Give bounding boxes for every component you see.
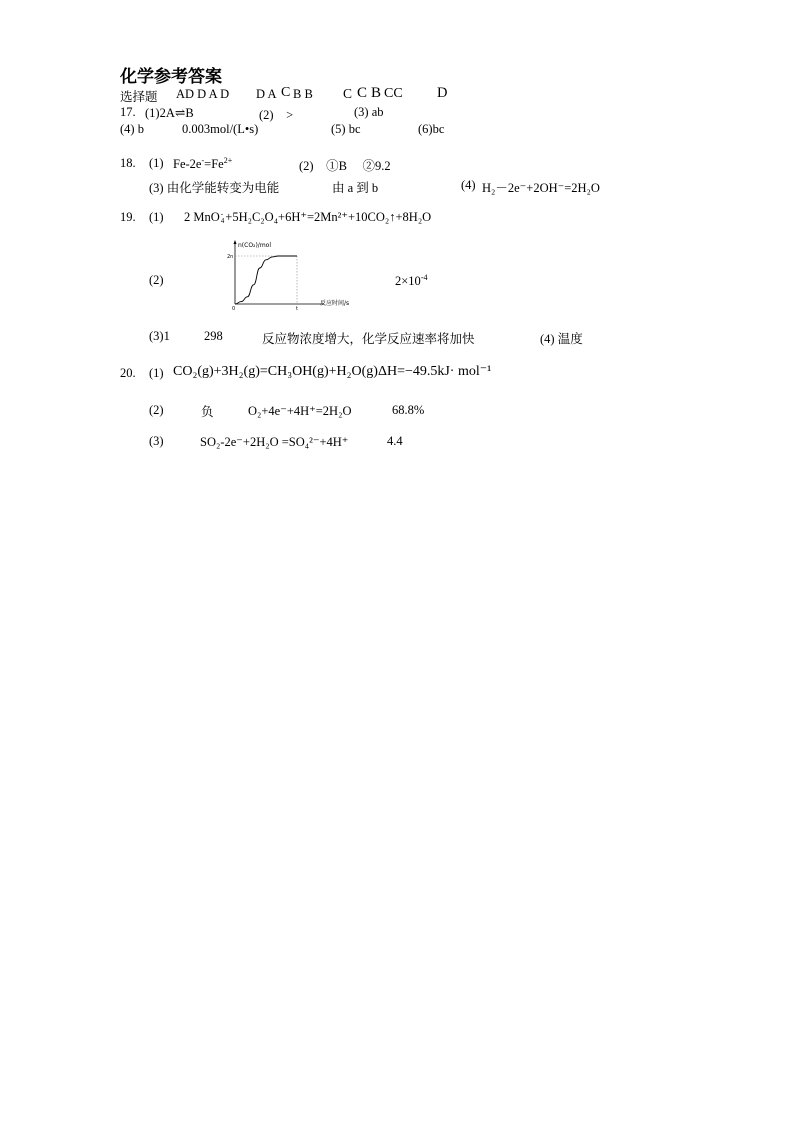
q19-part2-label: (2)	[149, 273, 164, 287]
q18-part1-label: (1)	[149, 156, 164, 170]
q18-part1-equation: $Fe-2e^-=Fe^{2+}$	[173, 156, 233, 172]
chart-x-tick: t	[296, 306, 298, 312]
q17-part3: (3) ab	[354, 105, 384, 119]
q20-part2-efficiency: 68.8%	[392, 403, 425, 417]
q17-number: 17.	[120, 105, 136, 119]
q20-part1-label: (1)	[149, 366, 164, 380]
q19-part2-value: $2\times 10^{-4}$	[395, 273, 428, 289]
chart-axes	[234, 240, 325, 304]
q20-part3-equation: SO₂-2e⁻+2H₂O =SO₄²⁻+4H⁺	[200, 435, 349, 449]
q18-number: 18.	[120, 156, 136, 170]
y-axis-arrow	[234, 240, 237, 244]
q20-part3-label: (3)	[149, 434, 164, 448]
q19-part1-equation: 2 MnO - 4 +5H₂C₂O₄+6H⁺=2Mn²⁺+10CO₂↑+8H₂O	[184, 210, 432, 226]
q17-part6: (6)bc	[418, 122, 445, 136]
choice-group-2c: B B	[293, 87, 313, 101]
q17-part4-label: (4) b	[120, 122, 144, 136]
choice-label: 选择题	[120, 90, 158, 104]
chart-y-tick: 2n	[227, 254, 234, 260]
q17-part4-value: 0.003mol/(L•s)	[182, 122, 259, 136]
page-title: 化学参考答案	[120, 67, 222, 87]
q18-part4-equation: H₂－2e⁻+2OH⁻=2H₂O	[482, 181, 600, 195]
q19-part4: (4) 温度	[540, 332, 583, 346]
q19-part3-temp: 298	[204, 329, 223, 343]
q17-part2: (2) >	[259, 108, 294, 122]
q19-number: 19.	[120, 210, 136, 224]
q18-part3: (3) 由化学能转变为电能	[149, 181, 280, 195]
chart-origin: 0	[232, 306, 236, 312]
q20-part2-equation: O₂+4e⁻+4H⁺=2H₂O	[248, 404, 352, 418]
choice-group-2b: C	[281, 85, 291, 100]
q19-part3-conclusion: 反应物浓度增大，化学反应速率将加快	[262, 332, 475, 346]
q19-part3-label: (3)1	[149, 329, 170, 343]
q17-part1: (1)2A⇌B	[145, 106, 194, 120]
q19-part1-label: (1)	[149, 210, 164, 224]
q20-part3-value: 4.4	[387, 434, 403, 448]
q19-co2-chart	[224, 238, 350, 312]
choice-group-3c: B	[371, 85, 382, 101]
q17-part5: (5) bc	[331, 122, 361, 136]
q18-part3-direction: 由 a 到 b	[332, 181, 379, 195]
choice-group-2a: D A	[256, 87, 277, 101]
co2-curve	[235, 256, 297, 304]
q18-part2: (2) ①B ②9.2	[299, 159, 391, 173]
chart-y-label: n(CO₂)/mol	[238, 242, 272, 249]
q20-part1-equation: CO₂(g)+3H₂(g)=CH₃OH(g)+H₂O(g)ΔH=−49.5kJ· mol⁻¹	[173, 364, 492, 379]
q18-part4-label: (4)	[461, 178, 476, 192]
q20-part2-electrode: 负	[201, 405, 214, 419]
chart-x-label: 反应时间/s	[320, 300, 350, 307]
choice-group-4: D	[437, 85, 448, 101]
q20-part2-label: (2)	[149, 403, 164, 417]
choice-group-3b: C	[357, 85, 368, 101]
choice-group-1: AD D A D	[176, 87, 230, 101]
choice-group-3d: CC	[384, 86, 403, 101]
q20-number: 20.	[120, 366, 136, 380]
choice-group-3a: C	[343, 86, 353, 101]
